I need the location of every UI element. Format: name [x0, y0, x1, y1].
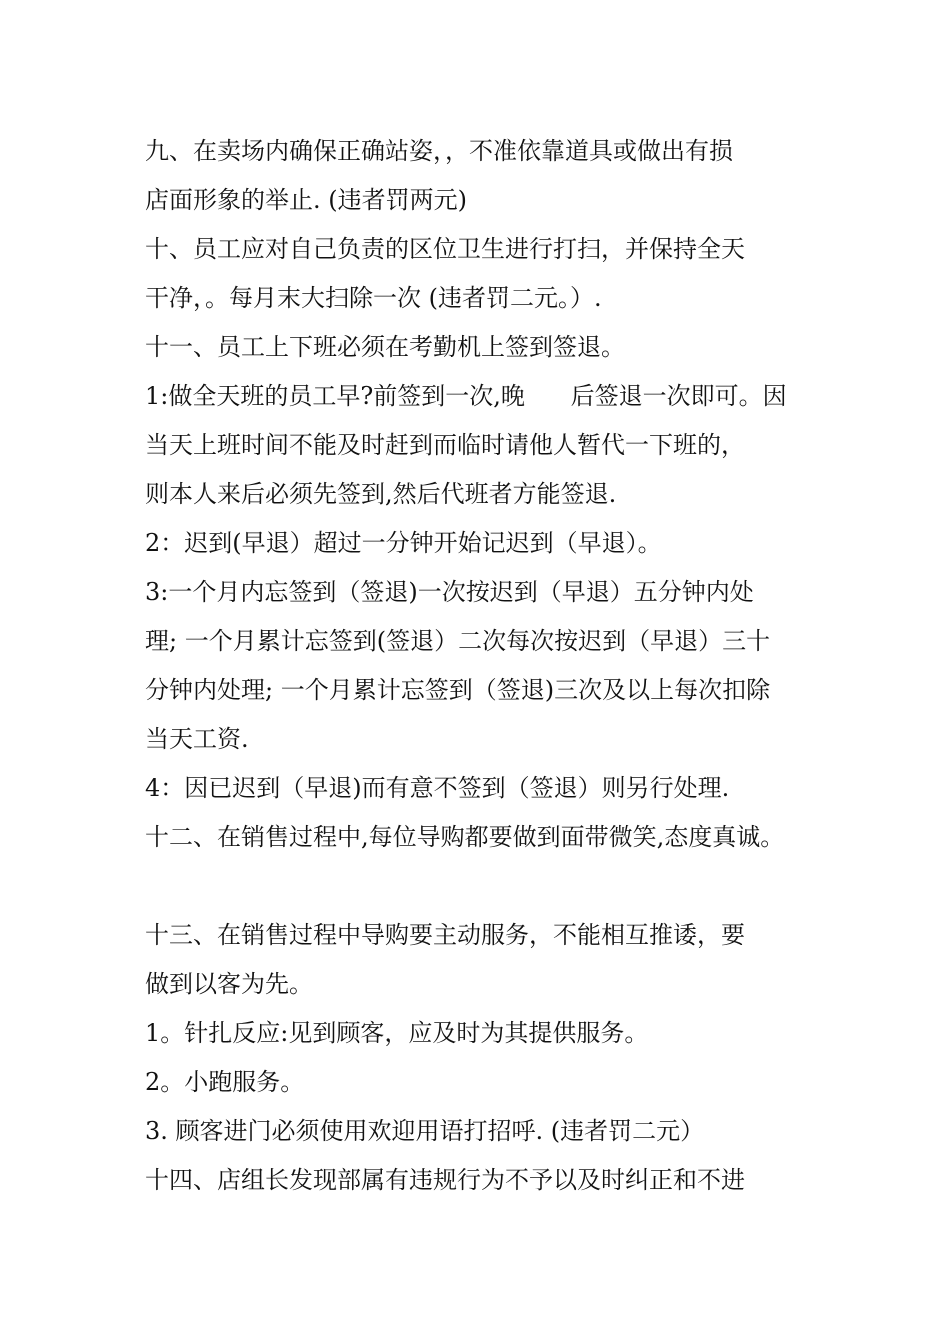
text-line: 2：迟到(早退）超过一分钟开始记迟到（早退）。 — [145, 529, 662, 557]
text-line: 十三、在销售过程中导购要主动服务，不能相互推诿，要 — [145, 921, 745, 949]
text-line: 九、在卖场内确保正确站姿，，不准依靠道具或做出有损 — [145, 137, 733, 165]
text-line: 2。小跑服务。 — [145, 1068, 305, 1096]
text-line: 1:做全天班的员工早?前签到一次,晚 后签退一次即可。因 — [145, 382, 787, 410]
text-line: 理; 一个月累计忘签到(签退）二次每次按迟到（早退）三十 — [145, 627, 771, 655]
text-line: 十一、员工上下班必须在考勤机上签到签退。 — [145, 333, 625, 361]
text-line: 做到以客为先。 — [145, 970, 313, 998]
text-line: 十二、在销售过程中,每位导购都要做到面带微笑,态度真诚。 — [145, 823, 785, 851]
blank-line — [145, 862, 835, 911]
text-line: 分钟内处理; 一个月累计忘签到（签退)三次及以上每次扣除 — [145, 676, 771, 704]
text-line: 4：因已迟到（早退)而有意不签到（签退）则另行处理. — [145, 774, 730, 802]
text-line: 当天上班时间不能及时赶到而临时请他人暂代一下班的， — [145, 431, 745, 459]
document-body — [145, 127, 835, 1205]
text-line: 店面形象的举止. (违者罚两元) — [145, 186, 467, 214]
text-line: 干净，。每月末大扫除一次 (违者罚二元。）. — [145, 284, 602, 312]
text-line: 则本人来后必须先签到,然后代班者方能签退. — [145, 480, 617, 508]
text-line: 十、员工应对自己负责的区位卫生进行打扫，并保持全天 — [145, 235, 745, 263]
text-line: 3:一个月内忘签到（签退)一次按迟到（早退）五分钟内处 — [145, 578, 754, 606]
text-line: 十四、店组长发现部属有违规行为不予以及时纠正和不进 — [145, 1166, 745, 1194]
text-line: 当天工资. — [145, 725, 249, 753]
text-line: 3. 顾客进门必须使用欢迎用语打招呼. (违者罚二元） — [145, 1117, 705, 1145]
text-line: 1。针扎反应:见到顾客，应及时为其提供服务。 — [145, 1019, 649, 1047]
